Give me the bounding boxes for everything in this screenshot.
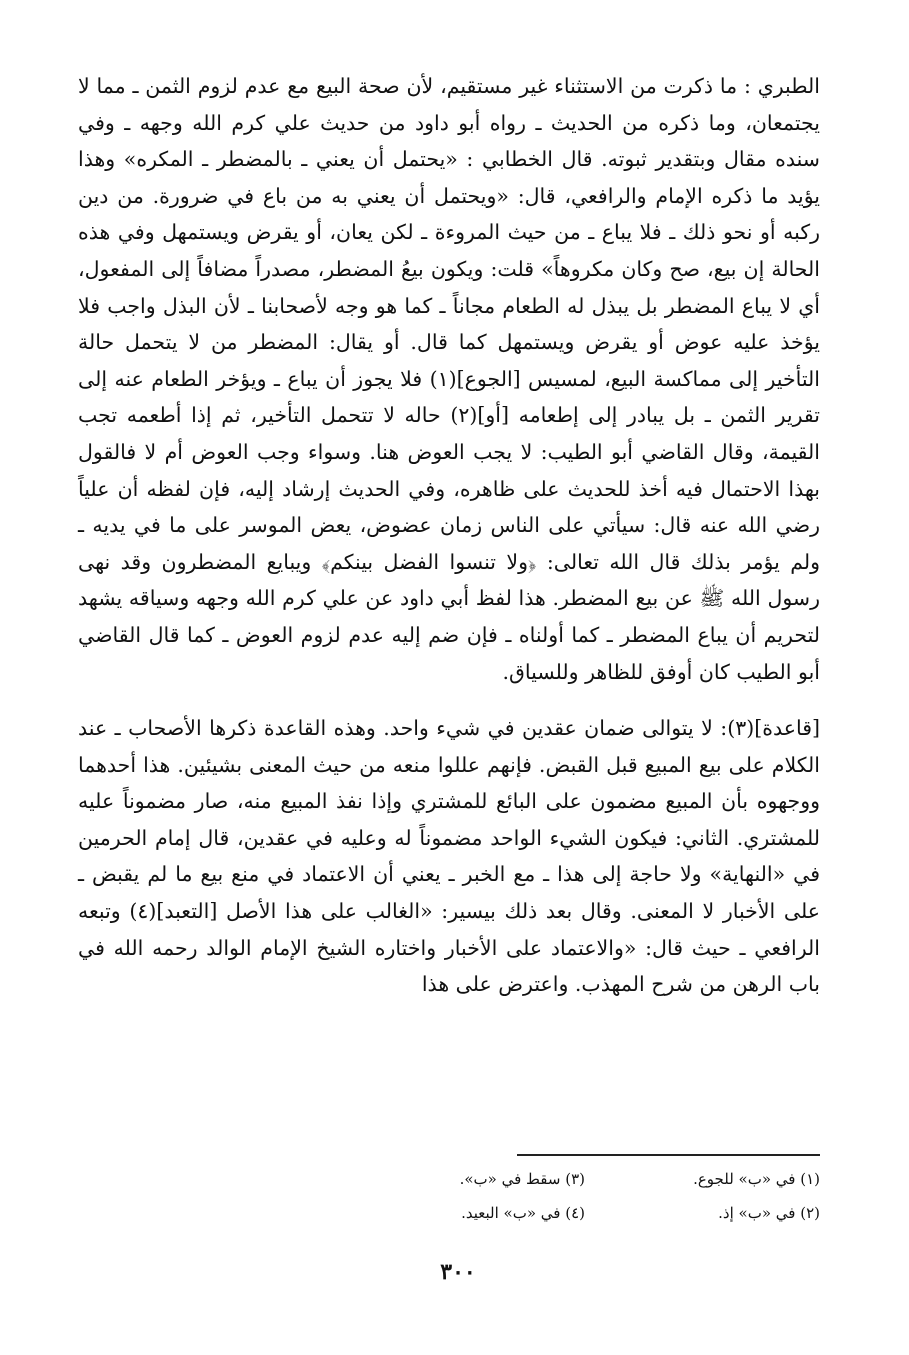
footnotes-right-column: [570, 1162, 820, 1230]
footnote-divider: [517, 1154, 820, 1156]
footnote-1: (١) في «ب» للجوع.: [693, 1170, 820, 1188]
footnotes-left-column: [335, 1162, 585, 1230]
page-number: ٣٠٠: [440, 1259, 476, 1285]
main-text: [78, 68, 820, 1003]
paragraph-main: الطبري : ما ذكرت من الاستثناء غير مستقيم، لأن صحة البيع مع عدم لزوم الثمن ـ مما لا يجتمعان، وما ذكره من الحديث ـ رواه أبو داود من حديث علي كرم الله وجهه ـ وفي سنده مقال وبتقدير ثبوته. قال الخطابي : «يحتمل أن يعني ـ بالمضطر ـ المكره» وهذا يؤيد ما ذكره الإمام والرافعي، قال: «ويحتمل أن يعني به من باع في ضرورة. من دين ركبه أو نحو ذلك ـ فلا يباع ـ من حيث المروءة ـ لكن يعان، أو يقرض ويستمهل وفي هذه الحالة إن بيع، صح وكان مكروهاً» قلت: ويكون بيعُ المضطر، مصدراً مضافاً إلى المفعول، أي لا يباع المضطر بل يبذل له الطعام مجاناً ـ كما هو وجه لأصحابنا ـ لأن البذل واجب فلا يؤخذ عليه عوض أو يقرض ويستمهل كما قال. أو يقال: المضطر من لا يتحمل حالة التأخير إلى مماكسة البيع، لمسيس [الجوع](١) فلا يجوز أن يباع ـ ويؤخر الطعام عنه إلى تقرير الثمن ـ بل يبادر إلى إطعامه [أو](٢) حاله لا تتحمل التأخير، ثم إذا أطعمه تجب القيمة، وقال القاضي أبو الطيب: لا يجب العوض هنا. وسواء وجب العوض أم لا فالقول بهذا الاحتمال فيه أخذ للحديث على ظاهره، وفي الحديث إرشاد إليه، فإن لفظه أن علياً رضي الله عنه قال: سيأتي على الناس زمان عضوض، يعض الموسر على ما في يديه ـ ولم يؤمر بذلك قال الله تعالى: ﴿ولا تنسوا الفضل بينكم﴾ ويبايع المضطرون وقد نهى رسول الله ﷺ عن بيع المضطر. هذا لفظ أبي داود عن علي كرم الله وجهه وسياقه يشهد لتحريم أن يباع المضطر ـ كما أولناه ـ فإن ضم إليه عدم لزوم العوض ـ كما قال القاضي أبو الطيب كان أوفق للظاهر وللسياق.: [78, 74, 820, 684]
footnote-4: (٤) في «ب» البعيد.: [461, 1204, 585, 1222]
footnote-2: (٢) في «ب» إذ.: [718, 1204, 820, 1222]
footnote-3: (٣) سقط في «ب».: [459, 1170, 585, 1188]
paragraph-rule: [قاعدة](٣): لا يتوالى ضمان عقدين في شيء واحد. وهذه القاعدة ذكرها الأصحاب ـ عند الكلام على بيع المبيع قبل القبض. فإنهم عللوا منعه من حيث المعنى بشيئين. هذا أحدهما ووجهوه بأن المبيع مضمون على البائع للمشتري وإذا نفذ المبيع منه، صار مضموناً عليه للمشتري. الثاني: فيكون الشيء الواحد مضموناً له وعليه في عقدين، قال إمام الحرمين في «النهاية» ولا حاجة إلى هذا ـ مع الخبر ـ يعني أن الاعتماد في منع بيع ما لم يقبض ـ على الأخبار لا المعنى. وقال بعد ذلك بيسير: «الغالب على هذا الأصل [التعبد](٤) وتبعه الرافعي ـ حيث قال: «والاعتماد على الأخبار واختاره الشيخ الإمام الوالد رحمه الله في باب الرهن من شرح المهذب. واعترض على هذا: [78, 716, 821, 997]
